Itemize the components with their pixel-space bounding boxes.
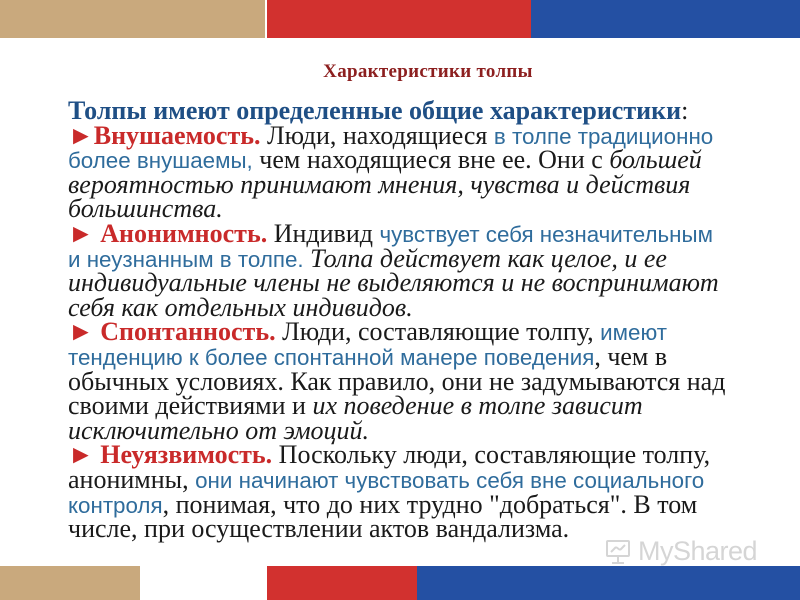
slide-title: Характеристики толпы xyxy=(323,61,533,82)
bottom-color-bar xyxy=(0,566,800,600)
highlighted-text: имеют xyxy=(600,320,667,346)
top-bar-blue-segment xyxy=(531,0,800,38)
watermark xyxy=(604,535,757,567)
slide-body xyxy=(68,96,784,544)
spontaneity-line xyxy=(68,317,784,347)
body-text: Индивид xyxy=(267,218,380,248)
italic-text: исключительно от эмоций. xyxy=(68,415,370,445)
highlighted-text: контроля xyxy=(68,492,163,518)
italic-text: большей xyxy=(609,145,702,175)
term-spontaneity: ► Спонтанность. xyxy=(68,317,276,347)
body-text: , чем в xyxy=(594,341,668,371)
bottom-bar-blue-segment xyxy=(417,566,800,600)
top-bar-red-segment xyxy=(267,0,531,38)
term-anonymity: ► Анонимность. xyxy=(68,218,268,248)
highlighted-text: более внушаемы, xyxy=(68,148,253,174)
term-invulnerability: ► Неуязвимость. xyxy=(68,440,273,470)
highlighted-text: они начинают чувствовать себя вне социального xyxy=(195,467,705,493)
highlighted-text: и неузнанным в толпе. xyxy=(68,246,304,272)
bottom-bar-red-segment xyxy=(267,566,417,600)
italic-text: вероятностью принимают мнения, чувства и действия xyxy=(68,169,691,199)
body-text: Поскольку люди, составляющие толпу, xyxy=(272,440,711,470)
intro-colon: : xyxy=(681,96,689,125)
italic-text: себя как отдельных индивидов. xyxy=(68,292,413,322)
highlighted-text: тенденцию к более спонтанной манере поведения xyxy=(68,344,595,370)
watermark-text: MyShared xyxy=(638,535,758,566)
intro-heading: Толпы имеют определенные общие характеристики xyxy=(68,96,682,125)
term-suggestibility: ►Внушаемость. xyxy=(68,120,261,150)
highlighted-text: чувствует себя незначительным xyxy=(379,221,713,247)
body-text: Люди, находящиеся xyxy=(260,120,494,150)
highlighted-text: в толпе традиционно xyxy=(493,123,714,149)
top-color-bar xyxy=(0,0,800,38)
italic-text: их поведение в толпе зависит xyxy=(312,391,643,421)
body-text: своими действиями и xyxy=(68,391,313,421)
body-text: числе, при осуществлении актов вандализма. xyxy=(68,514,570,544)
presentation-board-icon xyxy=(604,537,632,565)
body-text: анонимны, xyxy=(68,464,196,494)
bottom-bar-tan-segment xyxy=(0,566,140,600)
body-text: чем находящиеся вне ее. Они с xyxy=(252,145,610,175)
body-text: Люди, составляющие толпу, xyxy=(275,317,601,347)
top-bar-tan-segment xyxy=(0,0,265,38)
italic-text: большинства. xyxy=(68,194,223,224)
italic-text: Толпа действует как целое, и ее xyxy=(303,243,667,273)
body-text: , понимая, что до них трудно "добраться". В том xyxy=(162,489,698,519)
italic-text: индивидуальные члены не выделяются и не воспринимают xyxy=(68,268,719,298)
body-text: обычных условиях. Как правило, они не задумываются над xyxy=(68,366,726,396)
